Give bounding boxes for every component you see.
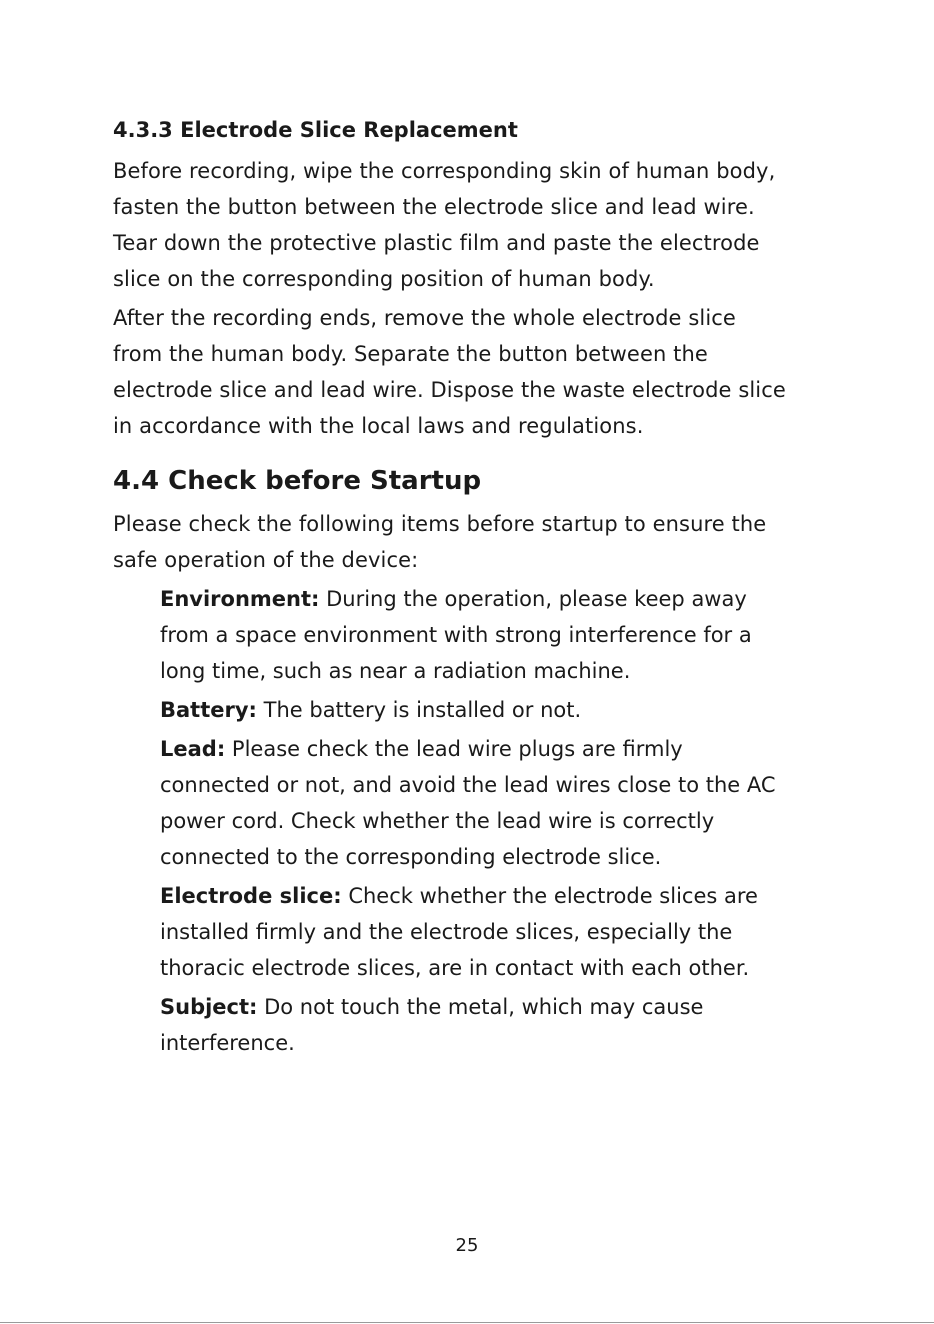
check-item-battery (160, 692, 840, 728)
paragraph-line: safe operation of the device: (113, 548, 419, 572)
item-first-line (160, 692, 840, 728)
paragraph-line: electrode slice and lead wire. Dispose the waste electrode slice (113, 378, 786, 402)
section-heading-4-4: 4.4 Check before Startup (113, 466, 482, 496)
item-first-line (160, 989, 840, 1025)
item-text: The battery is installed or not. (256, 698, 582, 722)
paragraph-line: Please check the following items before startup to ensure the (113, 512, 767, 536)
paragraph-line: in accordance with the local laws and regulations. (113, 414, 644, 438)
paragraph-before-recording (113, 153, 833, 297)
item-line: connected or not, and avoid the lead wires close to the AC (160, 773, 776, 797)
paragraph-line: from the human body. Separate the button between the (113, 342, 708, 366)
check-item-subject (160, 989, 840, 1061)
item-term: Environment: (160, 587, 320, 611)
item-line: from a space environment with strong interference for a (160, 623, 752, 647)
item-first-line (160, 731, 840, 767)
item-line: long time, such as near a radiation machine. (160, 659, 631, 683)
item-term: Battery: (160, 698, 257, 722)
page-bottom-divider (0, 1322, 934, 1323)
section-heading-4-3-3: 4.3.3 Electrode Slice Replacement (113, 118, 518, 142)
item-text: Do not touch the metal, which may cause (257, 995, 704, 1019)
item-text: Please check the lead wire plugs are firmly (225, 737, 683, 761)
paragraph-line: After the recording ends, remove the whole electrode slice (113, 306, 736, 330)
paragraph-line: Tear down the protective plastic film and paste the electrode (113, 231, 760, 255)
item-line: installed firmly and the electrode slices, especially the (160, 920, 733, 944)
paragraph-after-recording (113, 300, 833, 444)
item-term: Electrode slice: (160, 884, 342, 908)
check-item-environment (160, 581, 840, 689)
item-term: Subject: (160, 995, 258, 1019)
paragraph-line: fasten the button between the electrode slice and lead wire. (113, 195, 755, 219)
item-line: thoracic electrode slices, are in contact with each other. (160, 956, 750, 980)
item-line: interference. (160, 1031, 295, 1055)
item-term: Lead: (160, 737, 226, 761)
page-number: 25 (455, 1235, 479, 1256)
check-item-lead (160, 731, 840, 875)
paragraph-line: slice on the corresponding position of human body. (113, 267, 655, 291)
paragraph-check-intro (113, 506, 833, 578)
item-first-line (160, 581, 840, 617)
item-first-line (160, 878, 840, 914)
paragraph-line: Before recording, wipe the corresponding skin of human body, (113, 159, 776, 183)
check-item-electrode-slice (160, 878, 840, 986)
item-line: power cord. Check whether the lead wire is correctly (160, 809, 715, 833)
item-text: During the operation, please keep away (319, 587, 747, 611)
item-line: connected to the corresponding electrode slice. (160, 845, 662, 869)
item-text: Check whether the electrode slices are (341, 884, 758, 908)
